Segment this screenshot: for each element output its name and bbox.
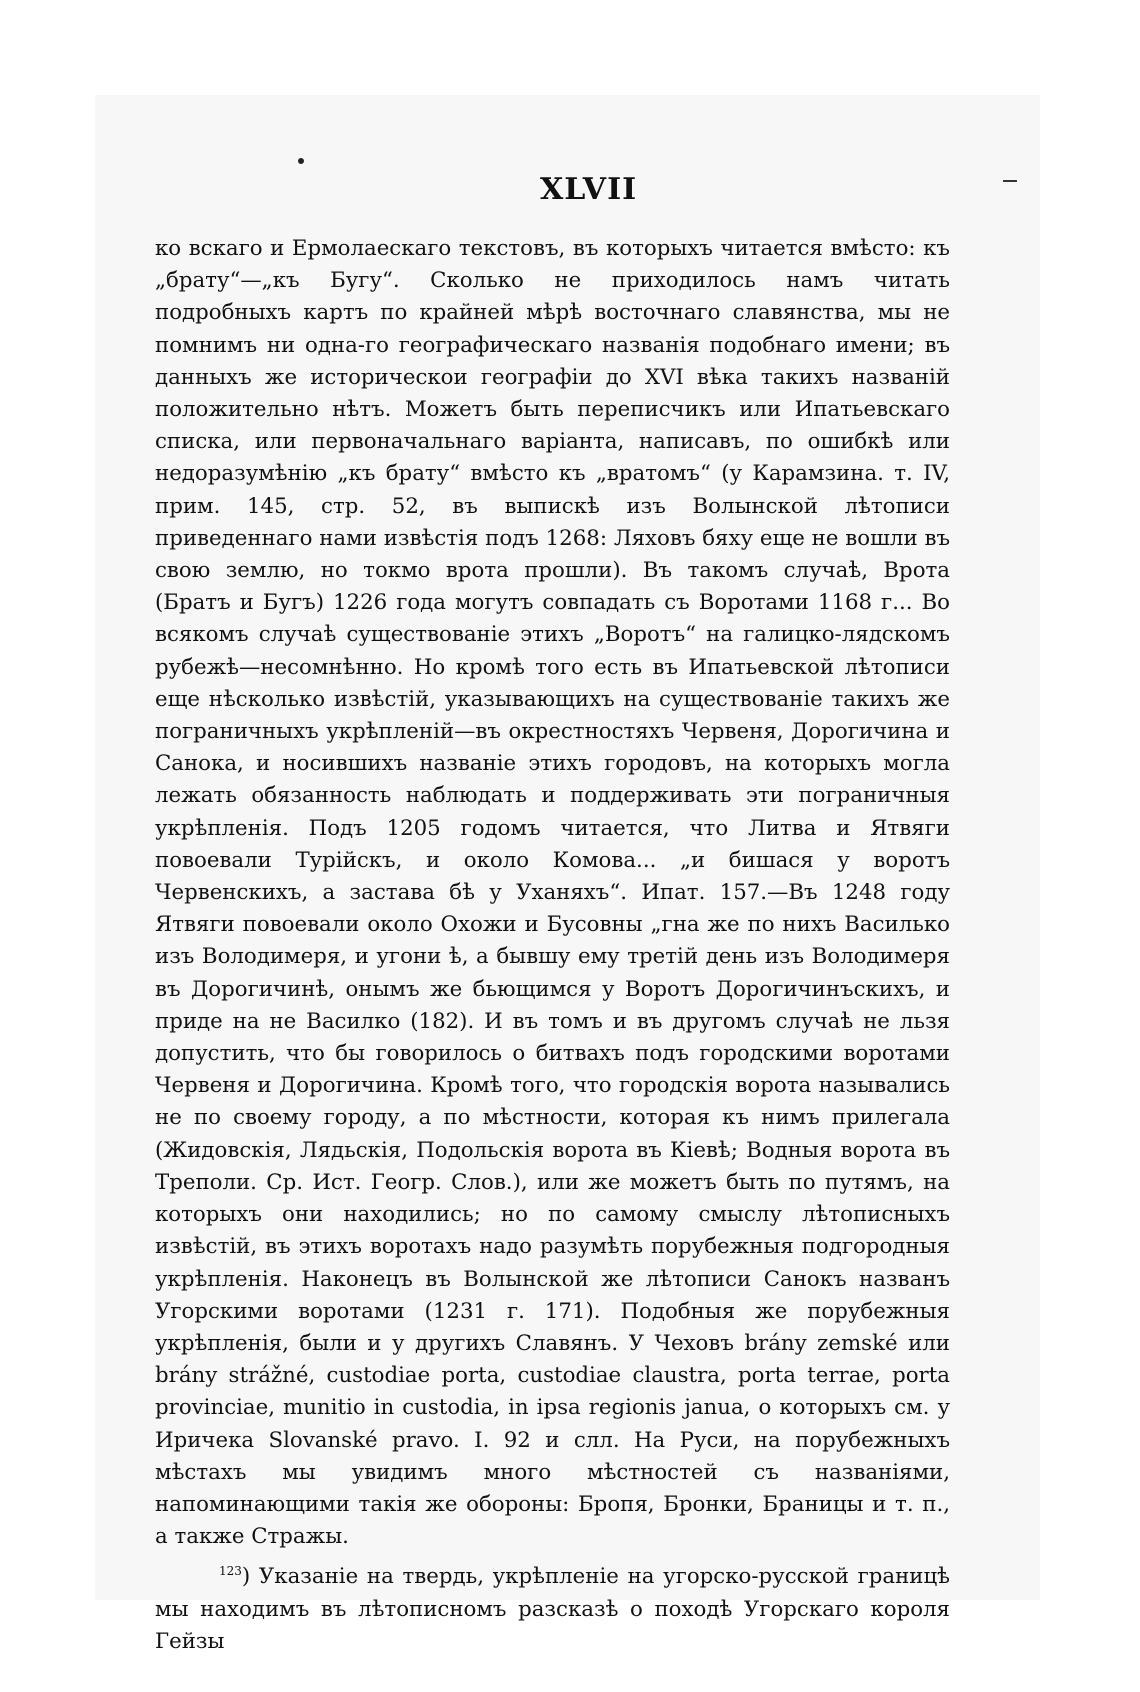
margin-mark [1003,180,1017,182]
page-number-header: XLVII [540,172,638,207]
ink-speck [298,158,304,164]
body-paragraph: ко вскаго и Ермолаескаго текстовъ, въ которыхъ читается вмѣсто: къ „брату“—„къ Бугу“. Сколько не приходилось намъ читать подробныхъ картъ по крайней мѣрѣ восточнаго славянства, мы не помнимъ ни одна-го географическаго названія подобнаго имени; въ данныхъ же историческои географіи до XVI вѣка такихъ названій положительно нѣтъ. Можетъ быть переписчикъ или Ипатьевскаго списка, или первоначальнаго варіанта, написавъ, по ошибкѣ или недоразумѣнію „къ брату“ вмѣсто къ „вратомъ“ (у Карамзина. т. IV, прим. 145, стр. 52, въ выпискѣ изъ Волынской лѣтописи приведеннаго нами извѣстія подъ 1268: Ляховъ бяху еще не вошли въ свою землю, но токмо врота прошли). Въ такомъ случаѣ, Врота (Братъ и Бугъ) 1226 года могутъ совпадать съ Воротами 1168 г... Во всякомъ случаѣ существованіе этихъ „Воротъ“ на галицко-лядскомъ рубежѣ—несомнѣнно. Но кромѣ того есть въ Ипатьевской лѣтописи еще нѣсколько извѣстій, указывающихъ на существованіе такихъ же пограничныхъ укрѣпленій—въ окрестностяхъ Червеня, Дорогичина и Санока, и носившихъ названіе этихъ городовъ, на которыхъ могла лежать обязанность наблюдать и поддерживать эти пограничныя укрѣпленія. Подъ 1205 годомъ читается, что Литва и Ятвяги повоевали Турійскъ, и около Комова... „и бишася у воротъ Червенскихъ, а застава бѣ у Уханяхъ“. Ипат. 157.—Въ 1248 году Ятвяги повоевали около Охожи и Бусовны „гна же по нихъ Василько изъ Володимеря, и угони ѣ, а бывшу ему третій день изъ Володимеря въ Дорогичинѣ, онымъ же бьющимся у Воротъ Дорогичинъскихъ, и приде на не Василко (182). И въ томъ и въ другомъ случаѣ не льзя допустить, что бы говорилось о битвахъ подъ городскими воротами Червеня и Дорогичина. Кромѣ того, что городскія ворота назывались не по своему городу, а по мѣстности, которая къ нимъ прилегала (Жидовскія, Лядьскія, Подольскія ворота въ Кіевѣ; Водныя ворота въ Треполи. Ср. Ист. Геогр. Слов.), или же можетъ быть по путямъ, на которыхъ они находились; но по самому смыслу лѣтописныхъ извѣстій, въ этихъ воротахъ надо разумѣть порубежныя подгородныя укрѣпленія. Наконецъ въ Волынской же лѣтописи Санокъ названъ Угорскими воротами (1231 г. 171). Подобныя же порубежныя укрѣпленія, были и у другихъ Славянъ. У Чеховъ brány zemské или brány strážné, custodiae porta, custodiae claustra, porta terrae, porta provinciae, munitio in custodia, in ipsa regionis janua, о которыхъ см. у Иричека Slovanské pravo. I. 92 и слл. На Руси, на порубежныхъ мѣстахъ мы увидимъ много мѣстностей съ названіями, напоминающими такія же обороны: Бропя, Бронки, Браницы и т. п., а также Стражы. [155,236,950,1550]
text-block [155,233,950,1658]
footnote [155,1561,950,1658]
footnote-marker: 123 [219,1564,242,1579]
footnote-text: ) Указаніе на твердь, укрѣпленіе на угорско-русской границѣ мы находимъ въ лѣтописномъ разсказѣ о походѣ Угорскаго короля Гейзы [155,1564,950,1654]
